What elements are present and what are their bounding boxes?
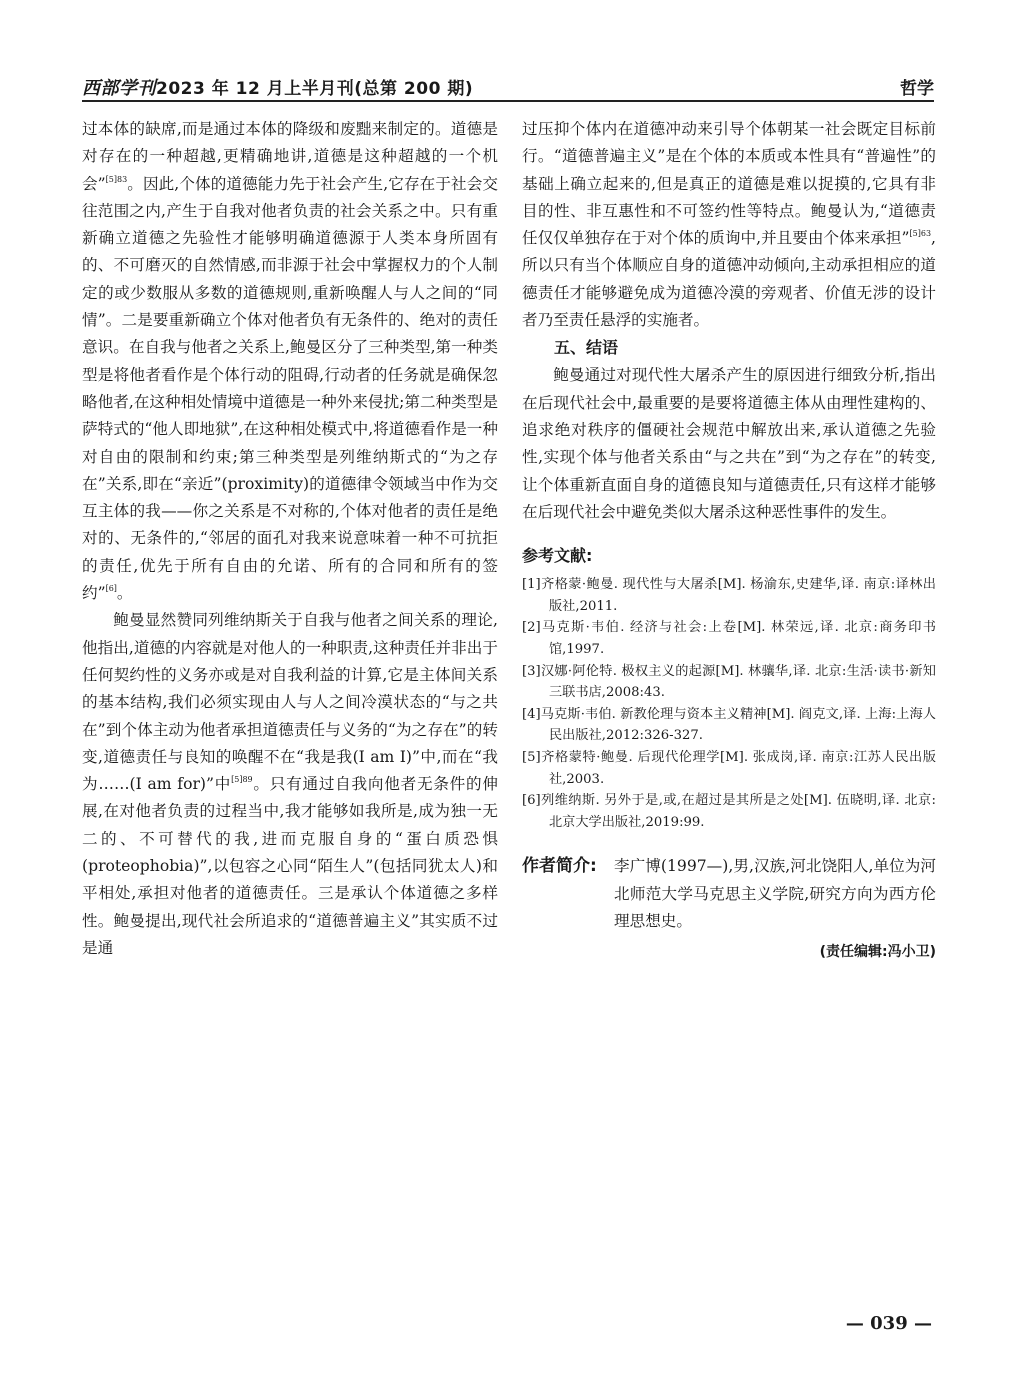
page-header	[82, 66, 934, 102]
citation: [6]	[105, 584, 117, 594]
text-run: 。因此,个体的道德能力先于社会产生,它存在于社会交往范围之内,产生于自我对他者负责的社会关系之中。只有重新确立道德之先验性才能够明确道德源于人类本身所固有的、不可磨灭的自然情感,而非源于社会中掌握权力的个人制定的或少数服从多数的道德规则,重新唤醒人与人之间的“同情”。二是要重新确立个体对他者负有无条件的、绝对的责任意识。在自我与他者之关系上,鲍曼区分了三种类型,第一种类型是将他者看作是个体行动的阻碍,行动者的任务就是确保忽略他者,在这种相处情境中道德是一种外来侵扰;第二种类型是萨特式的“他人即地狱”,在这种相处模式中,将道德看作是一种对自由的限制和约束;第三种类型是列维纳斯式的“为之存在”关系,即在“亲近”(proximity)的道德律令领域当中作为交互主体的我——你之关系是不对称的,个体对他者的责任是绝对的、无条件的,“邻居的面孔对我来说意味着一种不可抗拒的责任,优先于所有自由的允诺、所有的合同和所有的签约”	[82, 174, 498, 603]
reference-item: [6]列维纳斯. 另外于是,或,在超过是其所是之处[M]. 伍晓明,译. 北京:北京大学出版社,2019:99.	[522, 793, 936, 830]
header-journal	[82, 74, 473, 100]
journal-logo: 西部学刊	[82, 78, 156, 99]
references-list	[522, 574, 936, 833]
left-column	[82, 116, 498, 1116]
right-column	[522, 116, 936, 966]
header-issue: 2023 年 12 月上半月刊(总第 200 期)	[156, 79, 474, 99]
text-run: 。只有通过自我向他者无条件的伸展,在对他者负责的过程当中,我才能够如我所是,成为独一无二的、不可替代的我,进而克服自身的“蛋白质恐惧(proteophobia)”,以包容之心同“陌生人”(包括同犹太人)和平相处,承担对他者的道德责任。三是承认个体道德之多样性。鲍曼提出,现代社会所追求的“道德普遍主义”其实质不过是通	[82, 775, 498, 957]
reference-item: [4]马克斯·韦伯. 新教伦理与资本主义精神[M]. 阎克文,译. 上海:上海人民出版社,2012:326-327.	[522, 706, 936, 744]
paragraph	[82, 607, 498, 962]
header-section: 哲学	[900, 79, 934, 99]
text-run: 。	[116, 584, 133, 603]
text-run: ,所以只有当个体顺应自身的道德冲动倾向,主动承担相应的道德责任才能够避免成为道德冷漠的旁观者、价值无涉的设计者乃至责任悬浮的实施者。	[522, 229, 936, 330]
section-heading: 五、结语	[554, 338, 619, 358]
reference-item: [2]马克斯·韦伯. 经济与社会:上卷[M]. 林荣远,译. 北京:商务印书馆,1997.	[522, 620, 936, 657]
references-heading: 参考文献:	[522, 546, 593, 566]
citation: [5]89	[231, 775, 253, 785]
text-run: 过本体的缺席,而是通过本体的降级和废黜来制定的。道德是对存在的一种超越,更精确地讲,道德是这种超越的一个机会”	[82, 120, 498, 193]
editor-note: (责任编辑:冯小卫)	[819, 944, 936, 961]
reference-item: [5]齐格蒙特·鲍曼. 后现代伦理学[M]. 张成岗,译. 南京:江苏人民出版社,2003.	[522, 749, 936, 787]
text-run: 鲍曼显然赞同列维纳斯关于自我与他者之间关系的理论,他指出,道德的内容就是对他人的一种职责,这种责任并非出于任何契约性的义务亦或是对自我利益的计算,它是主体间关系的基本结构,我们必须实现由人与人之间冷漠状态的“与之共在”到个体主动为他者承担道德责任与义务的“为之存在”的转变,道德责任与良知的唤醒不在“我是我(I am I)”中,而在“我为……(I am for)”中	[82, 611, 498, 794]
citation: [5]63	[909, 229, 932, 239]
paragraph	[522, 116, 936, 334]
conclusion-paragraph: 鲍曼通过对现代性大屠杀产生的原因进行细致分析,指出在后现代社会中,最重要的是要将道德主体从由理性建构的、追求绝对秩序的僵硬社会规范中解放出来,承认道德之先验性,实现个体与他者关系由“与之共在”到“为之存在”的转变,让个体重新直面自身的道德良知与道德责任,只有这样才能够在后现代社会中避免类似大屠杀这种恶性事件的发生。	[522, 366, 936, 521]
author-bio	[522, 853, 936, 935]
page-number: — 039 —	[845, 1313, 932, 1334]
author-text: 李广博(1997—),男,汉族,河北饶阳人,单位为河北师范大学马克思主义学院,研究方向为西方伦理思想史。	[614, 857, 936, 930]
paragraph	[82, 116, 498, 607]
author-label: 作者简介:	[522, 856, 597, 877]
reference-item: [3]汉娜·阿伦特. 极权主义的起源[M]. 林骧华,译. 北京:生活·读书·新知三联书店,2008:43.	[522, 663, 936, 701]
text-run: 过压抑个体内在道德冲动来引导个体朝某一社会既定目标前行。“道德普遍主义”是在个体的本质或本性具有“普遍性”的基础上确立起来的,但是真正的道德是难以捉摸的,它具有非目的性、非互惠性和不可签约性等特点。鲍曼认为,“道德责任仅仅单独存在于对个体的质询中,并且要由个体来承担”	[522, 120, 936, 248]
reference-item: [1]齐格蒙·鲍曼. 现代性与大屠杀[M]. 杨渝东,史建华,译. 南京:译林出版社,2011.	[522, 577, 936, 614]
header-rule	[82, 100, 934, 102]
citation: [5]83	[105, 174, 128, 184]
